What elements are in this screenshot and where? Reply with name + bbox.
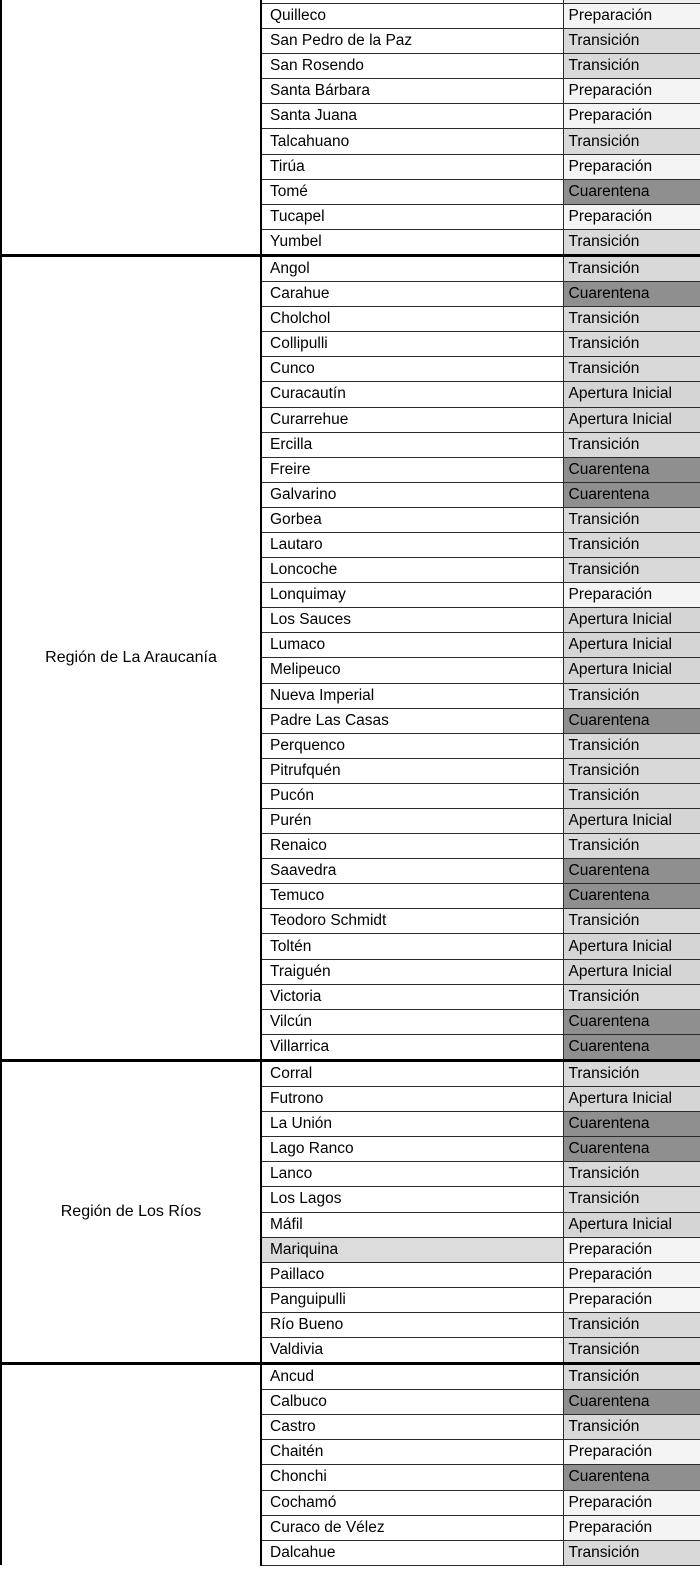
status-cell: Preparación xyxy=(563,204,700,229)
status-cell: Cuarentena xyxy=(563,859,700,884)
commune-cell: Futrono xyxy=(261,1087,563,1112)
commune-cell: Río Bueno xyxy=(261,1312,563,1337)
status-cell: Transición xyxy=(563,507,700,532)
status-cell: Apertura Inicial xyxy=(563,809,700,834)
status-cell: Preparación xyxy=(563,1262,700,1287)
status-cell: Cuarentena xyxy=(563,179,700,204)
status-cell: Cuarentena xyxy=(563,457,700,482)
commune-cell: Santa Bárbara xyxy=(261,79,563,104)
status-cell: Transición xyxy=(563,733,700,758)
status-cell: Apertura Inicial xyxy=(563,1087,700,1112)
status-cell: Cuarentena xyxy=(563,282,700,307)
status-cell: Transición xyxy=(563,758,700,783)
status-cell: Transición xyxy=(563,558,700,583)
commune-cell: Santa Juana xyxy=(261,104,563,129)
commune-cell: Curaco de Vélez xyxy=(261,1515,563,1540)
phase-table-body xyxy=(1,0,700,1565)
commune-cell: Nueva Imperial xyxy=(261,683,563,708)
status-cell: Preparación xyxy=(563,1440,700,1465)
commune-cell: Padre Las Casas xyxy=(261,708,563,733)
table-row xyxy=(1,1364,700,1390)
commune-cell: Lumaco xyxy=(261,633,563,658)
region-cell xyxy=(1,1364,261,1566)
commune-cell: Cunco xyxy=(261,357,563,382)
status-cell: Transición xyxy=(563,432,700,457)
status-cell: Transición xyxy=(563,54,700,79)
status-cell: Preparación xyxy=(563,1237,700,1262)
commune-cell: Ercilla xyxy=(261,432,563,457)
commune-cell: Lautaro xyxy=(261,532,563,557)
commune-cell: Mariquina xyxy=(261,1237,563,1262)
region-cell xyxy=(1,255,261,1060)
commune-cell: Saavedra xyxy=(261,859,563,884)
status-cell: Preparación xyxy=(563,583,700,608)
status-cell: Transición xyxy=(563,357,700,382)
commune-cell: Valdivia xyxy=(261,1337,563,1363)
status-cell: Transición xyxy=(563,984,700,1009)
region-cell xyxy=(1,0,261,255)
commune-cell: Vilcún xyxy=(261,1009,563,1034)
commune-cell: Angol xyxy=(261,255,563,281)
commune-cell: Paillaco xyxy=(261,1262,563,1287)
commune-cell: Gorbea xyxy=(261,507,563,532)
status-cell: Cuarentena xyxy=(563,482,700,507)
commune-cell: Panguipulli xyxy=(261,1287,563,1312)
status-cell: Transición xyxy=(563,1312,700,1337)
commune-cell: Temuco xyxy=(261,884,563,909)
status-cell: Transición xyxy=(563,229,700,255)
status-cell: Cuarentena xyxy=(563,1009,700,1034)
commune-cell: Curacautín xyxy=(261,382,563,407)
commune-cell: Collipulli xyxy=(261,332,563,357)
commune-cell: Cochamó xyxy=(261,1490,563,1515)
status-cell: Transición xyxy=(563,29,700,54)
commune-cell: Los Lagos xyxy=(261,1187,563,1212)
commune-cell: Purén xyxy=(261,809,563,834)
status-cell: Transición xyxy=(563,1337,700,1363)
status-cell: Apertura Inicial xyxy=(563,382,700,407)
commune-cell: Ancud xyxy=(261,1364,563,1390)
commune-cell: Galvarino xyxy=(261,482,563,507)
commune-cell: Calbuco xyxy=(261,1390,563,1415)
commune-cell: Victoria xyxy=(261,984,563,1009)
commune-cell: Corral xyxy=(261,1060,563,1086)
region-label: Región de La Araucanía xyxy=(45,648,217,666)
status-cell: Cuarentena xyxy=(563,884,700,909)
status-cell: Apertura Inicial xyxy=(563,658,700,683)
status-cell: Transición xyxy=(563,834,700,859)
commune-cell: Teodoro Schmidt xyxy=(261,909,563,934)
status-cell: Cuarentena xyxy=(563,1034,700,1060)
commune-cell: Talcahuano xyxy=(261,129,563,154)
status-cell: Apertura Inicial xyxy=(563,608,700,633)
commune-cell: Freire xyxy=(261,457,563,482)
status-cell: Preparación xyxy=(563,1515,700,1540)
status-cell: Preparación xyxy=(563,1490,700,1515)
status-cell: Cuarentena xyxy=(563,1390,700,1415)
status-cell: Cuarentena xyxy=(563,708,700,733)
commune-cell: Dalcahue xyxy=(261,1540,563,1565)
commune-cell: Pitrufquén xyxy=(261,758,563,783)
commune-cell: Traiguén xyxy=(261,959,563,984)
commune-cell: Perquenco xyxy=(261,733,563,758)
commune-cell: Castro xyxy=(261,1415,563,1440)
status-cell: Cuarentena xyxy=(563,1112,700,1137)
status-cell: Transición xyxy=(563,1060,700,1086)
commune-cell: Melipeuco xyxy=(261,658,563,683)
status-cell: Apertura Inicial xyxy=(563,407,700,432)
status-cell: Transición xyxy=(563,332,700,357)
status-cell: Apertura Inicial xyxy=(563,1212,700,1237)
status-cell: Transición xyxy=(563,683,700,708)
region-cell xyxy=(1,1060,261,1363)
commune-cell: Villarrica xyxy=(261,1034,563,1060)
status-cell: Apertura Inicial xyxy=(563,959,700,984)
commune-cell: Chonchi xyxy=(261,1465,563,1490)
status-cell: Apertura Inicial xyxy=(563,934,700,959)
status-cell: Preparación xyxy=(563,4,700,29)
commune-cell: Tomé xyxy=(261,179,563,204)
status-cell: Transición xyxy=(563,1162,700,1187)
status-cell: Transición xyxy=(563,307,700,332)
commune-cell: Lanco xyxy=(261,1162,563,1187)
commune-cell: Toltén xyxy=(261,934,563,959)
status-cell: Preparación xyxy=(563,1287,700,1312)
status-cell: Transición xyxy=(563,1540,700,1565)
region-label: Región de Los Ríos xyxy=(60,1203,202,1220)
commune-cell: Yumbel xyxy=(261,229,563,255)
commune-cell: Curarrehue xyxy=(261,407,563,432)
commune-cell: San Rosendo xyxy=(261,54,563,79)
status-cell: Preparación xyxy=(563,154,700,179)
commune-cell: Chaitén xyxy=(261,1440,563,1465)
status-cell: Cuarentena xyxy=(563,1137,700,1162)
commune-cell: Lago Ranco xyxy=(261,1137,563,1162)
commune-cell: Los Sauces xyxy=(261,608,563,633)
status-cell: Cuarentena xyxy=(563,1465,700,1490)
commune-cell: Lonquimay xyxy=(261,583,563,608)
commune-cell: Máfil xyxy=(261,1212,563,1237)
commune-cell: Tirúa xyxy=(261,154,563,179)
status-cell: Transición xyxy=(563,255,700,281)
commune-cell: Quilleco xyxy=(261,4,563,29)
status-cell: Preparación xyxy=(563,79,700,104)
commune-cell: Pucón xyxy=(261,783,563,808)
commune-cell: Carahue xyxy=(261,282,563,307)
status-cell: Preparación xyxy=(563,104,700,129)
commune-cell: Renaico xyxy=(261,834,563,859)
table-row xyxy=(1,1060,700,1086)
table-row xyxy=(1,255,700,281)
status-cell: Transición xyxy=(563,1187,700,1212)
status-cell: Transición xyxy=(563,1364,700,1390)
commune-cell: San Pedro de la Paz xyxy=(261,29,563,54)
status-cell: Transición xyxy=(563,909,700,934)
commune-cell: Tucapel xyxy=(261,204,563,229)
commune-cell: Loncoche xyxy=(261,558,563,583)
commune-cell: La Unión xyxy=(261,1112,563,1137)
status-cell: Apertura Inicial xyxy=(563,633,700,658)
status-cell: Transición xyxy=(563,783,700,808)
status-cell: Transición xyxy=(563,532,700,557)
commune-cell: Cholchol xyxy=(261,307,563,332)
status-cell: Transición xyxy=(563,129,700,154)
status-cell: Transición xyxy=(563,1415,700,1440)
